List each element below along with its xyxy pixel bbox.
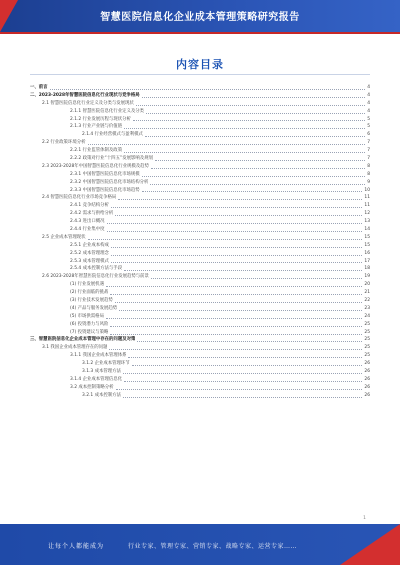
footer-slogan-left: 让每个人都能成为	[48, 543, 105, 550]
toc-entry-label: (2) 行业面临的挑战	[70, 290, 109, 296]
toc-entry[interactable]	[30, 329, 370, 337]
toc-entry[interactable]	[30, 218, 370, 226]
toc-entry-page: 5	[367, 124, 370, 130]
toc-leader-dots	[106, 286, 362, 287]
toc-leader-dots	[109, 349, 362, 350]
toc-entry[interactable]	[30, 131, 370, 139]
toc-entry-label: 2.2.2 政策对行业“十四五”发展影响及规划	[70, 156, 153, 161]
toc-entry[interactable]	[30, 108, 370, 116]
toc-entry[interactable]	[30, 155, 370, 163]
toc-entry-page: 18	[364, 266, 370, 272]
toc-leader-dots	[106, 318, 362, 319]
toc-entry[interactable]	[30, 100, 370, 108]
toc-entry-page: 15	[364, 242, 370, 248]
toc-entry[interactable]	[30, 226, 370, 234]
toc-entry-page: 4	[367, 100, 370, 106]
toc-entry-label: 2.4.4 行业集中度	[70, 227, 105, 233]
toc-entry-label: (5) 市场供需格局	[70, 313, 104, 319]
toc-entry[interactable]	[30, 139, 370, 147]
toc-entry-label: (1) 行业发展机遇	[70, 282, 104, 288]
toc-entry-page: 25	[364, 329, 370, 335]
toc-entry[interactable]	[30, 123, 370, 131]
toc-entry[interactable]	[30, 360, 370, 368]
header-bar	[0, 0, 400, 32]
toc-entry[interactable]	[30, 250, 370, 258]
toc-entry-page: 16	[364, 250, 370, 256]
toc-entry[interactable]	[30, 297, 370, 305]
toc-entry-label: 2.4.3 进出口概况	[70, 219, 105, 225]
toc-entry-label: (4) 产品与服务发展趋势	[70, 305, 118, 311]
toc-entry-label: 2.4.1 竞争结构分析	[70, 203, 109, 209]
toc-entry[interactable]	[30, 352, 370, 360]
footer-banner	[0, 524, 400, 565]
toc-entry[interactable]	[30, 313, 370, 321]
toc-entry-label: 3.1.1 我国企业成本管理体系	[70, 353, 127, 359]
toc-entry-label: 2.1 智慧医院信息化行业定义及分类与发展现状	[42, 100, 134, 106]
toc-entry-page: 9	[367, 179, 370, 185]
toc-leader-dots	[111, 247, 362, 248]
toc-entry[interactable]	[30, 242, 370, 250]
toc-entry[interactable]	[30, 210, 370, 218]
toc-entry-page: 26	[364, 384, 370, 390]
toc-entry-label: 2.3.3 中国智慧医院信息化市场趋势	[70, 187, 140, 193]
toc-entry-page: 22	[364, 298, 370, 304]
toc-leader-dots	[110, 326, 362, 327]
toc-entry-label: 2.3 2023-2028年中国智慧医院信息化行业规模及趋势	[42, 163, 149, 169]
toc-leader-dots	[119, 310, 362, 311]
toc-entry[interactable]	[30, 92, 370, 100]
toc-entry-page: 4	[367, 108, 370, 114]
toc-entry-page: 7	[367, 148, 370, 154]
toc-leader-dots	[142, 191, 363, 192]
toc-entry[interactable]	[30, 384, 370, 392]
toc-entry-page: 13	[364, 219, 370, 225]
toc-entry-label: 2.5.2 成本管理理念	[70, 250, 109, 256]
footer-accent	[340, 524, 400, 565]
toc-leader-dots	[111, 255, 362, 256]
toc-entry-label: 3.1.2 企业成本管理环节	[82, 361, 130, 367]
toc-entry[interactable]	[30, 234, 370, 242]
toc-leader-dots	[124, 381, 362, 382]
toc-entry-label: 2.5.1 企业成本构成	[70, 242, 109, 248]
toc-entry[interactable]	[30, 163, 370, 171]
toc-leader-dots	[150, 184, 365, 185]
toc-entry-label: (6) 投资潜力与风险	[70, 321, 109, 327]
toc-leader-dots	[111, 207, 362, 208]
toc-leader-dots	[145, 136, 365, 137]
toc-entry-page: 25	[364, 353, 370, 359]
toc-leader-dots	[128, 357, 362, 358]
toc-entry-label: 2.3.2 中国智慧医院信息化市场结构分析	[70, 179, 149, 185]
toc-entry[interactable]	[30, 368, 370, 376]
toc-heading-divider	[30, 74, 370, 75]
toc-leader-dots	[136, 105, 365, 106]
toc-entry-page: 4	[367, 92, 370, 98]
toc-entry-label: 2.3.1 中国智慧医院信息化市场规模	[70, 171, 140, 177]
report-title: 智慧医院信息化企业成本管理策略研究报告	[100, 12, 300, 23]
toc-leader-dots	[146, 113, 365, 114]
toc-entry[interactable]	[30, 344, 370, 352]
toc-leader-dots	[123, 397, 362, 398]
toc-leader-dots	[110, 334, 362, 335]
toc-entry-page: 19	[364, 274, 370, 280]
toc-entry[interactable]	[30, 147, 370, 155]
toc-heading: 内容目录	[176, 58, 224, 71]
toc-leader-dots	[142, 97, 366, 98]
page-number: 1	[363, 516, 366, 521]
toc-entry[interactable]	[30, 265, 370, 273]
toc-entry-label: 2.1.1 智慧医院信息化行业定义及分类	[70, 108, 145, 114]
toc-entry-label: 二、2023-2028年智慧医院信息化行业现状与竞争格局	[30, 92, 140, 98]
toc-entry-page: 12	[364, 211, 370, 217]
toc-leader-dots	[124, 270, 362, 271]
toc-entry-page: 7	[367, 156, 370, 161]
toc-entry[interactable]	[30, 194, 370, 202]
toc-leader-dots	[155, 160, 365, 161]
toc-entry-page: 20	[364, 282, 370, 288]
toc-entry-label: 3.2 成本控制策略分析	[70, 384, 114, 390]
toc-entry-label: 2.2 行业政策环境分析	[42, 140, 86, 146]
toc-leader-dots	[142, 176, 366, 177]
toc-leader-dots	[118, 199, 362, 200]
toc-entry[interactable]	[30, 258, 370, 266]
toc-leader-dots	[107, 223, 363, 224]
toc-entry[interactable]	[30, 281, 370, 289]
toc-entry[interactable]	[30, 116, 370, 124]
toc-entry-label: 3.1.4 企业成本管理信息化	[70, 376, 123, 382]
toc-entry-page: 6	[367, 132, 370, 138]
toc-entry-page: 26	[364, 376, 370, 382]
toc-entry-page: 21	[364, 290, 370, 296]
toc-entry-label: 2.2.1 行业监管体制及政策	[70, 148, 123, 154]
toc-entry-page: 14	[364, 227, 370, 233]
toc-entry-label: 2.1.4 行业经营模式与盈利模式	[82, 132, 143, 138]
toc-entry-label: 2.5.4 成本控制方法与手段	[70, 266, 123, 272]
toc-entry-page: 25	[364, 345, 370, 351]
toc-leader-dots	[133, 120, 365, 121]
toc-leader-dots	[137, 341, 362, 342]
toc-entry-page: 23	[364, 305, 370, 311]
header-divider	[0, 32, 400, 34]
toc-leader-dots	[132, 365, 363, 366]
toc-entry-label: (7) 投资建议与策略	[70, 329, 109, 335]
toc-entry-page: 25	[364, 337, 370, 343]
toc-entry[interactable]	[30, 376, 370, 384]
toc-leader-dots	[124, 128, 365, 129]
toc-entry[interactable]	[30, 179, 370, 187]
toc-entry[interactable]	[30, 187, 370, 195]
toc-entry-label: 3.1 我国企业成本管理存在的问题	[42, 345, 108, 351]
toc-entry-label: 2.1.2 行业发展历程与现状分析	[70, 116, 131, 122]
toc-entry-label: 3.1.3 成本管理方法	[82, 369, 121, 375]
toc-leader-dots	[115, 215, 362, 216]
toc-entry[interactable]	[30, 289, 370, 297]
toc-entry-page: 8	[367, 163, 370, 169]
toc-entry-label: 2.5.3 成本管理模式	[70, 258, 109, 264]
toc-leader-dots	[111, 262, 362, 263]
footer-slogan-right: 行业专家、管理专家、营销专家、战略专家、运营专家……	[128, 543, 298, 550]
toc-entry-page: 25	[364, 321, 370, 327]
toc-entry-page: 11	[364, 203, 370, 209]
toc-leader-dots	[123, 373, 362, 374]
toc-entry-label: 2.6 2023-2028年智慧医院信息化行业发展趋势与前景	[42, 274, 149, 280]
toc-leader-dots	[50, 89, 366, 90]
toc-entry-page: 10	[364, 187, 370, 193]
toc-entry-label: 2.1.3 行业产业链与价值链	[70, 124, 123, 130]
toc-leader-dots	[110, 294, 362, 295]
toc-entry-label: 三、智慧医院信息化企业成本管理中存在的问题及对策	[30, 337, 136, 343]
toc-entry-label: 一、前言	[30, 84, 48, 90]
toc-leader-dots	[88, 239, 363, 240]
toc-entry[interactable]	[30, 171, 370, 179]
toc-entry-page: 4	[367, 84, 370, 90]
toc-entry[interactable]	[30, 84, 370, 92]
toc-entry[interactable]	[30, 321, 370, 329]
toc-leader-dots	[124, 152, 365, 153]
toc-entry-page: 15	[364, 234, 370, 240]
table-of-contents	[30, 84, 370, 400]
toc-leader-dots	[115, 302, 363, 303]
toc-entry-label: 2.4.2 需求与供给分析	[70, 211, 114, 217]
toc-leader-dots	[151, 168, 365, 169]
toc-leader-dots	[107, 231, 363, 232]
toc-leader-dots	[116, 389, 363, 390]
toc-entry-page: 5	[367, 116, 370, 122]
toc-entry-page: 8	[367, 171, 370, 177]
toc-entry[interactable]	[30, 273, 370, 281]
toc-entry-page: 24	[364, 313, 370, 319]
toc-entry-label: (3) 行业技术发展趋势	[70, 298, 113, 304]
toc-entry-label: 2.4 智慧医院信息化行业市场竞争格局	[42, 195, 117, 201]
toc-entry[interactable]	[30, 337, 370, 345]
toc-entry[interactable]	[30, 392, 370, 400]
toc-entry-page: 11	[364, 195, 370, 201]
toc-entry-page: 26	[364, 392, 370, 398]
toc-entry-page: 26	[364, 361, 370, 367]
toc-entry[interactable]	[30, 202, 370, 210]
toc-entry-label: 3.2.1 成本控制方法	[82, 392, 121, 398]
toc-entry[interactable]	[30, 305, 370, 313]
toc-entry-page: 7	[367, 140, 370, 146]
toc-entry-label: 2.5 企业成本管理现状	[42, 234, 86, 240]
toc-entry-page: 26	[364, 369, 370, 375]
toc-leader-dots	[88, 144, 366, 145]
toc-entry-page: 17	[364, 258, 370, 264]
toc-leader-dots	[151, 278, 362, 279]
